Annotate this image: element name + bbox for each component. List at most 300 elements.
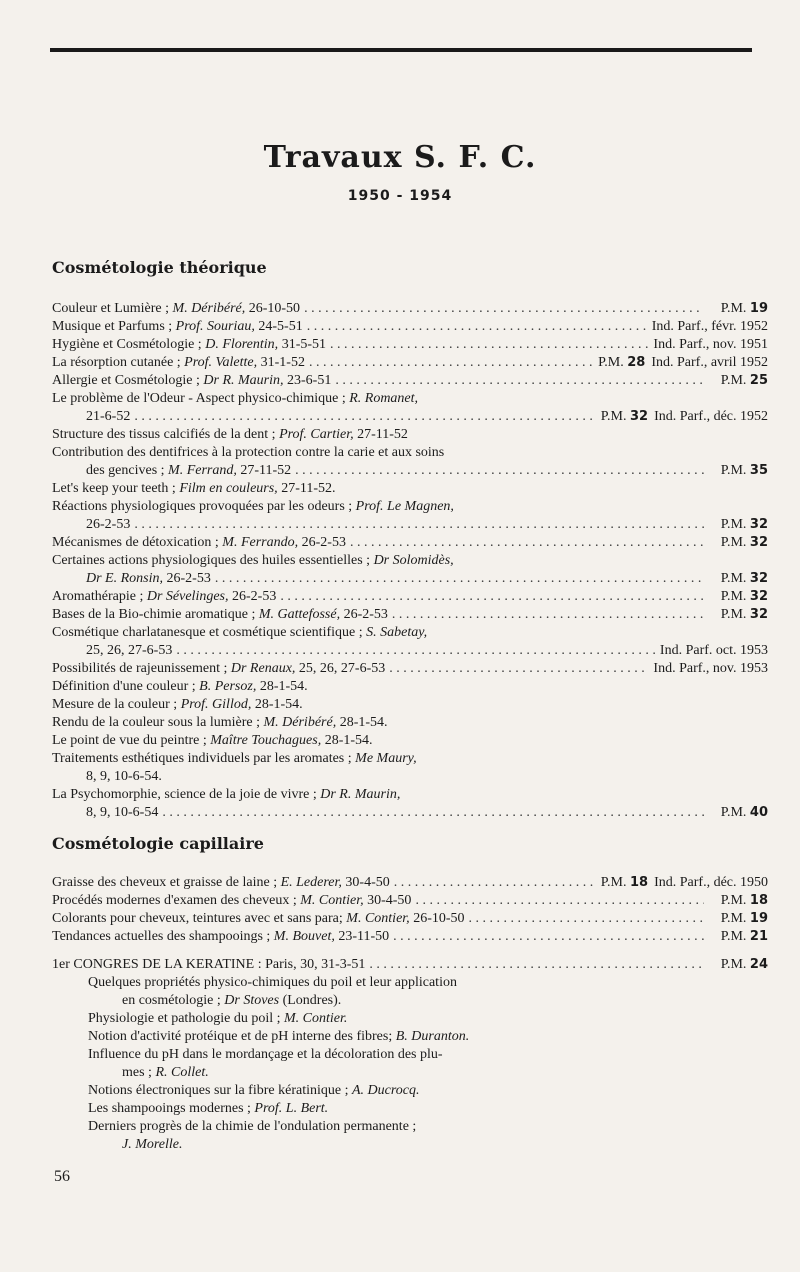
list-item — [52, 750, 768, 786]
dot-leader — [304, 300, 704, 318]
dot-leader — [215, 570, 704, 588]
entry-title: Traitements esthétiques individuels par les aromates ; — [52, 751, 356, 766]
pm-reference — [601, 408, 648, 426]
pm-reference — [708, 804, 768, 822]
entry-date: 26-2-53 — [340, 607, 388, 622]
dot-leader — [330, 336, 649, 354]
list-item — [52, 498, 768, 534]
entry-line — [52, 426, 768, 444]
pm-reference — [708, 516, 768, 534]
entry-line — [52, 534, 768, 552]
entry-title: Définition d'une couleur ; — [52, 679, 200, 694]
pm-reference — [708, 588, 768, 606]
entry-title: 25, 26, 27-6-53 — [86, 643, 173, 658]
list-item — [52, 318, 768, 336]
dot-leader — [176, 642, 656, 660]
entry-author: Prof. Le Magnen, — [355, 499, 454, 514]
entry-author: Film en couleurs, — [179, 481, 278, 496]
pm-label: P.M. — [598, 355, 628, 370]
list-item — [52, 354, 768, 372]
entry-text — [52, 928, 389, 946]
entry-text — [122, 1136, 183, 1154]
section-title-capillaire: Cosmétologie capillaire — [52, 834, 264, 853]
entry-text — [52, 910, 465, 928]
entry-author: R. Romanet, — [349, 391, 419, 406]
entry-title: Tendances actuelles des shampooings ; — [52, 929, 274, 944]
entries-theorique — [52, 300, 768, 822]
entry-line — [52, 750, 768, 768]
entry-author: Dr Sévelinges, — [146, 589, 229, 604]
list-item — [52, 606, 768, 624]
pm-reference — [708, 462, 768, 480]
dot-leader — [162, 804, 704, 822]
entry-date: 26-10-50 — [245, 301, 301, 316]
dot-leader — [389, 660, 649, 678]
entry-title: Derniers progrès de la chimie de l'ondulation permanente ; — [88, 1119, 417, 1134]
list-item — [52, 336, 768, 354]
entry-line-continued — [52, 1064, 768, 1082]
entry-line — [52, 444, 768, 462]
entry-author: Prof. Cartier, — [279, 427, 354, 442]
pm-number: 19 — [749, 301, 768, 316]
pm-label: P.M. — [600, 875, 630, 890]
entry-text — [52, 786, 400, 804]
pm-label: P.M. — [720, 805, 750, 820]
dot-leader — [393, 928, 704, 946]
entry-date: 23-11-50 — [334, 929, 390, 944]
entry-line — [52, 696, 768, 714]
entry-text — [86, 462, 291, 480]
entry-line — [52, 892, 768, 910]
entry-title: Let's keep your teeth ; — [52, 481, 180, 496]
entry-author: D. Florentin, — [205, 337, 279, 352]
pm-reference — [708, 372, 768, 390]
list-item — [52, 390, 768, 426]
entry-date: 24-5-51 — [254, 319, 303, 334]
entry-title: 8, 9, 10-6-54 — [86, 805, 159, 820]
dot-leader — [134, 516, 704, 534]
entry-author: E. Lederer, — [280, 875, 342, 890]
entry-title: La résorption cutanée ; — [52, 355, 185, 370]
entry-text — [86, 768, 162, 786]
entry-line-continued — [52, 462, 768, 480]
list-item — [52, 552, 768, 588]
list-item — [52, 480, 768, 498]
entry-text — [88, 1082, 420, 1100]
entry-line — [52, 336, 768, 354]
entry-date: 31-1-52 — [257, 355, 305, 370]
entry-text — [52, 336, 326, 354]
pm-number: 40 — [749, 805, 768, 820]
entry-title: Mesure de la couleur ; — [52, 697, 181, 712]
pm-label: P.M. — [720, 911, 750, 926]
entry-line — [52, 552, 768, 570]
list-item — [52, 714, 768, 732]
list-item — [52, 678, 768, 696]
pm-number: 24 — [749, 957, 768, 972]
pm-label: P.M. — [720, 929, 750, 944]
dot-leader — [307, 318, 648, 336]
entry-title: Contribution des dentifrices à la protection contre la carie et aux soins — [52, 445, 445, 460]
entry-date: 25, 26, 27-6-53 — [295, 661, 386, 676]
entry-title: 8, 9, 10-6-54. — [86, 769, 162, 784]
entry-line — [52, 1100, 768, 1118]
list-item — [52, 1028, 768, 1046]
entry-date: 30-4-50 — [363, 893, 412, 908]
list-item — [52, 974, 768, 1010]
entry-line — [52, 606, 768, 624]
entry-text — [88, 1010, 347, 1028]
pm-label: P.M. — [720, 517, 750, 532]
years-range: 1950 - 1954 — [347, 188, 453, 204]
entry-date: 26-10-50 — [409, 911, 465, 926]
entry-line — [52, 678, 768, 696]
entry-author: Maître Touchagues, — [210, 733, 322, 748]
entry-line — [52, 480, 768, 498]
entry-line-continued — [52, 804, 768, 822]
entry-line — [52, 300, 768, 318]
entry-line — [52, 624, 768, 642]
entry-text — [88, 1118, 416, 1136]
entry-title: Colorants pour cheveux, teintures avec et sans para; — [52, 911, 347, 926]
pm-label: P.M. — [720, 463, 750, 478]
entry-text — [88, 1028, 469, 1046]
entry-title: mes ; — [122, 1065, 156, 1080]
entry-date: 27-11-52. — [277, 481, 336, 496]
entry-text — [52, 390, 418, 408]
entry-line — [52, 498, 768, 516]
entry-line — [52, 660, 768, 678]
entry-text — [122, 992, 341, 1010]
entry-title: des gencives ; — [86, 463, 169, 478]
list-item — [52, 426, 768, 444]
entry-author: M. Gattefossé, — [258, 607, 341, 622]
entry-line — [52, 956, 768, 974]
publication-reference: Ind. Parf., nov. 1953 — [653, 661, 768, 676]
entry-line-continued — [52, 768, 768, 786]
entry-title: 21-6-52 — [86, 409, 131, 424]
pm-reference — [708, 300, 768, 318]
publication-reference: Ind. Parf., déc. 1950 — [654, 875, 768, 890]
entry-line — [52, 372, 768, 390]
entry-author: M. Déribéré, — [263, 715, 337, 730]
list-item — [52, 1118, 768, 1154]
entry-author: J. Morelle. — [122, 1137, 183, 1152]
publication-reference: Ind. Parf., avril 1952 — [651, 355, 768, 370]
entry-date: 26-2-53 — [228, 589, 277, 604]
entry-line — [52, 874, 768, 892]
entry-line — [52, 588, 768, 606]
entry-text — [52, 696, 303, 714]
entry-text — [52, 678, 308, 696]
entry-text — [52, 732, 373, 750]
pm-reference — [708, 910, 768, 928]
entry-text — [86, 408, 130, 426]
entry-date: 28-1-54. — [321, 733, 373, 748]
entry-text — [52, 300, 300, 318]
pm-reference — [598, 354, 645, 372]
entry-text — [52, 480, 336, 498]
pm-label: P.M. — [720, 535, 750, 550]
entry-text — [52, 606, 388, 624]
entry-date: 31-5-51 — [278, 337, 327, 352]
dot-leader — [295, 462, 704, 480]
entry-line — [52, 1082, 768, 1100]
dot-leader — [392, 606, 704, 624]
pm-number: 35 — [749, 463, 768, 478]
pm-label: P.M. — [720, 571, 750, 586]
entry-line — [52, 318, 768, 336]
entry-line — [52, 1118, 768, 1136]
entry-author: Dr Renaux, — [230, 661, 296, 676]
entry-title: La Psychomorphie, science de la joie de vivre ; — [52, 787, 321, 802]
pm-number: 32 — [749, 607, 768, 622]
list-item — [52, 1010, 768, 1028]
entry-title: Le point de vue du peintre ; — [52, 733, 211, 748]
pm-label: P.M. — [720, 893, 750, 908]
entry-title: Rendu de la couleur sous la lumière ; — [52, 715, 264, 730]
entry-author: M. Bouvet, — [273, 929, 335, 944]
pm-label: P.M. — [720, 957, 750, 972]
list-item — [52, 956, 768, 974]
entry-line-continued — [52, 408, 768, 426]
publication-reference: Ind. Parf., nov. 1951 — [653, 337, 768, 352]
entry-title: Physiologie et pathologie du poil ; — [88, 1011, 284, 1026]
list-item — [52, 534, 768, 552]
entry-line — [52, 732, 768, 750]
list-item — [52, 928, 768, 946]
pm-reference — [708, 534, 768, 552]
entry-title: Couleur et Lumière ; — [52, 301, 173, 316]
entry-author: Dr Solomidès, — [373, 553, 454, 568]
entry-text — [88, 1046, 443, 1064]
entry-author: M. Déribéré, — [172, 301, 246, 316]
pm-number: 25 — [749, 373, 768, 388]
page-number: 56 — [54, 1168, 70, 1185]
pm-reference — [708, 570, 768, 588]
entry-date: 26-2-53 — [298, 535, 346, 550]
entry-date: 28-1-54. — [256, 679, 308, 694]
list-item — [52, 786, 768, 822]
dot-leader — [335, 372, 704, 390]
entry-text — [52, 892, 411, 910]
entry-text — [52, 372, 331, 390]
entry-date: 23-6-51 — [283, 373, 332, 388]
entry-line — [52, 786, 768, 804]
entry-author: Dr Stoves — [224, 993, 280, 1008]
entry-text — [122, 1064, 209, 1082]
dot-leader — [350, 534, 704, 552]
entry-author: B. Persoz, — [199, 679, 257, 694]
pm-label: P.M. — [720, 607, 750, 622]
entry-text — [52, 426, 408, 444]
entry-text — [52, 588, 276, 606]
list-item — [52, 372, 768, 390]
entry-title: Bases de la Bio-chimie aromatique ; — [52, 607, 259, 622]
entry-title: Structure des tissus calcifiés de la dent ; — [52, 427, 280, 442]
dot-leader — [415, 892, 704, 910]
pm-number: 32 — [749, 571, 768, 586]
entry-author: S. Sabetay, — [366, 625, 428, 640]
pm-label: P.M. — [720, 301, 750, 316]
entry-text — [86, 642, 172, 660]
entry-text — [52, 534, 346, 552]
entry-text — [52, 660, 385, 678]
publication-reference: Ind. Parf. oct. 1953 — [659, 643, 768, 658]
pm-label: P.M. — [600, 409, 630, 424]
entry-title: Notion d'activité protéique et de pH interne des fibres; — [88, 1029, 396, 1044]
entry-author: M. Contier. — [284, 1011, 348, 1026]
entry-date: 26-2-53 — [163, 571, 211, 586]
entry-title: en cosmétologie ; — [122, 993, 225, 1008]
entry-author: A. Ducrocq. — [351, 1083, 420, 1098]
entry-line-continued — [52, 570, 768, 588]
entry-title: Graisse des cheveux et graisse de laine ; — [52, 875, 281, 890]
entry-author: Prof. Valette, — [184, 355, 258, 370]
dot-leader — [469, 910, 704, 928]
entry-author: Dr E. Ronsin, — [86, 571, 163, 586]
entry-title: Le problème de l'Odeur - Aspect physico-chimique ; — [52, 391, 350, 406]
entry-line — [52, 1010, 768, 1028]
entry-text — [86, 804, 158, 822]
pm-number: 32 — [749, 589, 768, 604]
entry-title: Possibilités de rajeunissement ; — [52, 661, 231, 676]
publication-reference: Ind. Parf., févr. 1952 — [651, 319, 768, 334]
entry-text — [52, 498, 454, 516]
entry-author: Dr R. Maurin, — [203, 373, 284, 388]
entry-line — [52, 1046, 768, 1064]
pm-reference — [708, 956, 768, 974]
entry-author: Prof. Souriau, — [175, 319, 255, 334]
entry-date: 28-1-54. — [336, 715, 388, 730]
entry-text — [88, 1100, 328, 1118]
pm-reference — [601, 874, 648, 892]
pm-reference — [708, 606, 768, 624]
entry-line-continued — [52, 1136, 768, 1154]
dot-leader — [134, 408, 596, 426]
entry-text — [86, 570, 211, 588]
list-item — [52, 892, 768, 910]
pm-number: 21 — [749, 929, 768, 944]
entry-date: 27-11-52 — [236, 463, 292, 478]
list-item — [52, 1082, 768, 1100]
list-item — [52, 660, 768, 678]
entry-title: Allergie et Cosmétologie ; — [52, 373, 204, 388]
dot-leader — [369, 956, 704, 974]
list-item — [52, 300, 768, 318]
entry-date: 28-1-54. — [251, 697, 303, 712]
section-title-theorique: Cosmétologie théorique — [52, 258, 267, 277]
entry-date: 30-4-50 — [341, 875, 390, 890]
pm-label: P.M. — [720, 589, 750, 604]
publication-reference: Ind. Parf., déc. 1952 — [654, 409, 768, 424]
entry-line — [52, 974, 768, 992]
entry-title: Influence du pH dans le mordançage et la décoloration des plu- — [88, 1047, 443, 1062]
entry-line — [52, 390, 768, 408]
dot-leader — [394, 874, 597, 892]
top-rule — [50, 48, 752, 52]
entry-author: M. Ferrando, — [222, 535, 299, 550]
entry-text — [52, 552, 454, 570]
dot-leader — [280, 588, 704, 606]
spacer — [52, 946, 768, 956]
pm-number: 18 — [629, 875, 649, 890]
entry-author: Prof. L. Bert. — [254, 1101, 329, 1116]
entry-author: Prof. Gillod, — [180, 697, 252, 712]
pm-number: 19 — [749, 911, 768, 926]
entry-date: (Londres). — [279, 993, 342, 1008]
entry-author: R. Collet. — [155, 1065, 209, 1080]
list-item — [52, 624, 768, 660]
list-item — [52, 588, 768, 606]
list-item — [52, 1046, 768, 1082]
list-item — [52, 696, 768, 714]
entry-text — [52, 354, 305, 372]
entry-author: Dr R. Maurin, — [320, 787, 401, 802]
entry-title: Certaines actions physiologiques des huiles essentielles ; — [52, 553, 374, 568]
entry-text — [86, 516, 130, 534]
entry-title: 1er CONGRES DE LA KERATINE : Paris, 30, 31-3-51 — [52, 957, 366, 972]
entry-author: Me Maury, — [355, 751, 417, 766]
entry-line — [52, 1028, 768, 1046]
entry-title: Cosmétique charlatanesque et cosmétique scientifique ; — [52, 625, 367, 640]
pm-number: 18 — [749, 893, 768, 908]
entry-author: B. Duranton. — [395, 1029, 470, 1044]
page-title: Travaux S. F. C. — [263, 140, 537, 175]
entry-line — [52, 714, 768, 732]
entry-text — [52, 444, 444, 462]
pm-reference — [708, 928, 768, 946]
entry-text — [52, 956, 365, 974]
entry-line-continued — [52, 992, 768, 1010]
entry-author: M. Contier, — [300, 893, 364, 908]
pm-label: P.M. — [720, 373, 750, 388]
list-item — [52, 732, 768, 750]
entry-text — [52, 318, 303, 336]
entry-title: Procédés modernes d'examen des cheveux ; — [52, 893, 301, 908]
entry-title: Mécanismes de détoxication ; — [52, 535, 223, 550]
pm-number: 32 — [749, 517, 768, 532]
entry-text — [52, 874, 390, 892]
list-item — [52, 910, 768, 928]
entry-title: 26-2-53 — [86, 517, 131, 532]
entry-title: Musique et Parfums ; — [52, 319, 176, 334]
pm-number: 28 — [627, 355, 646, 370]
entry-text — [52, 624, 427, 642]
pm-number: 32 — [749, 535, 768, 550]
entry-text — [52, 750, 417, 768]
entry-title: Les shampooings modernes ; — [88, 1101, 255, 1116]
entry-author: M. Contier, — [346, 911, 410, 926]
pm-number: 32 — [629, 409, 649, 424]
entry-title: Hygiène et Cosmétologie ; — [52, 337, 206, 352]
entry-line-continued — [52, 516, 768, 534]
entry-title: Réactions physiologiques provoquées par les odeurs ; — [52, 499, 356, 514]
entry-title: Notions électroniques sur la fibre kératinique ; — [88, 1083, 352, 1098]
entry-date: 27-11-52 — [353, 427, 408, 442]
entry-line-continued — [52, 642, 768, 660]
entry-author: M. Ferrand, — [168, 463, 237, 478]
list-item — [52, 444, 768, 480]
entry-line — [52, 928, 768, 946]
entries-capillaire — [52, 874, 768, 1154]
entry-line — [52, 354, 768, 372]
list-item — [52, 1100, 768, 1118]
pm-reference — [708, 892, 768, 910]
entry-line — [52, 910, 768, 928]
list-item — [52, 874, 768, 892]
dot-leader — [309, 354, 594, 372]
